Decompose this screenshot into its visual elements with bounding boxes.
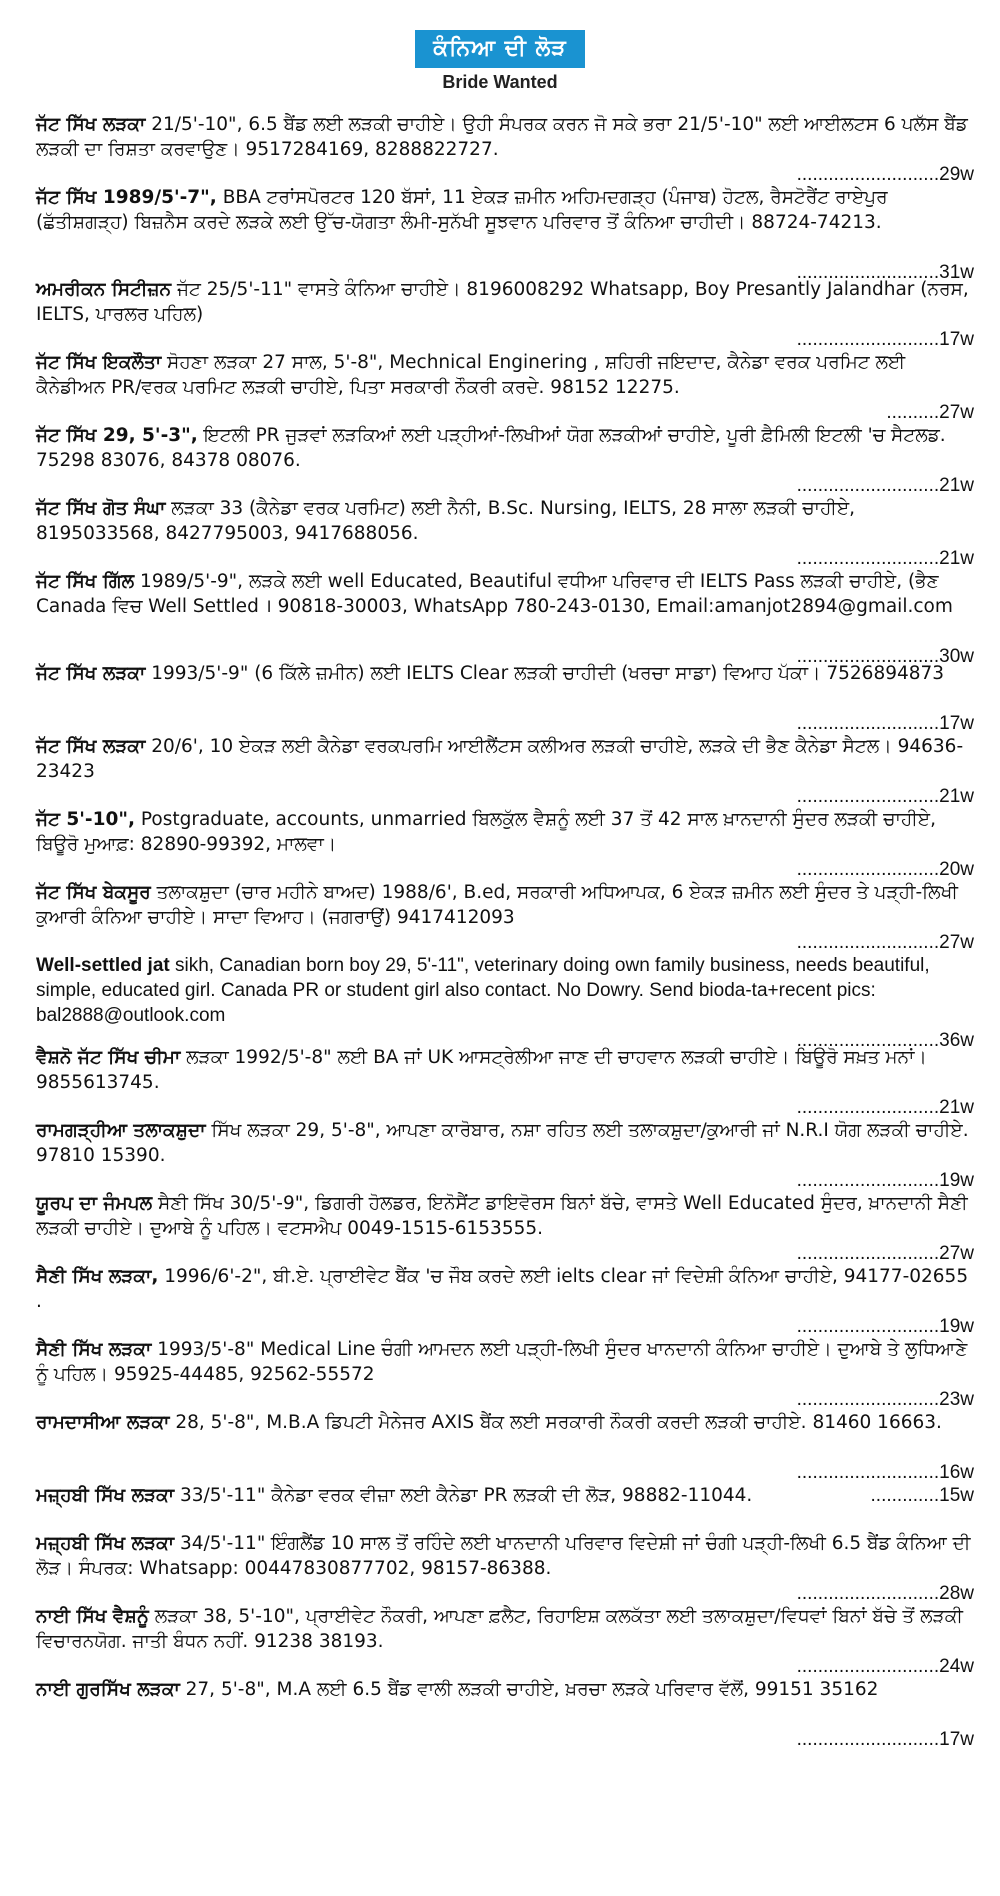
ad-lead: ਜੱਟ ਸਿੱਖ ਲੜਕਾ [36, 736, 146, 757]
ad-body [36, 1118, 974, 1168]
ad-lead: ਜੱਟ ਸਿੱਖ ਲੜਕਾ [36, 663, 146, 684]
ads-list [36, 112, 974, 1750]
ad-body [36, 423, 974, 473]
ad-word-count: ...........................28w [793, 1581, 974, 1606]
ad-text: ਲੜਕਾ 1992/5'-8" ਲਈ BA ਜਾਂ UK ਆਸਟ੍ਰੇਲੀਆ ਜਾਣ ਦੀ ਚਾਹਵਾਨ ਲੜਕੀ ਚਾਹੀਏ। ਬਿਊਰੋ ਸਖ਼ਤ ਮਨਾਂ। 9855613745. [36, 1047, 927, 1093]
ad-word-count: ...........................21w [793, 784, 974, 809]
ad-text: 1996/6'-2", ਬੀ.ਏ. ਪ੍ਰਾਈਵੇਟ ਬੈਂਕ 'ਚ ਜੌਬ ਕਰਦੇ ਲਈ ielts clear ਜਾਂ ਵਿਦੇਸ਼ੀ ਕੰਨਿਆ ਚਾਹੀਏ, 94177-02655 . [36, 1266, 969, 1312]
ad-lead: ਮਜ਼੍ਹਬੀ ਸਿੱਖ ਲੜਕਾ [36, 1533, 175, 1554]
classified-ad [36, 1191, 974, 1264]
ad-lead: ਨਾਈ ਗੁਰਸਿੱਖ ਲੜਕਾ [36, 1679, 180, 1700]
ad-body [36, 1045, 974, 1095]
ad-word-count: ...........................17w [793, 1727, 974, 1752]
ad-text: 34/5'-11" ਇੰਗਲੈਂਡ 10 ਸਾਲ ਤੋਂ ਰਹਿੰਦੇ ਲਈ ਖਾਨਦਾਨੀ ਪਰਿਵਾਰ ਵਿਦੇਸ਼ੀ ਜਾਂ ਚੰਗੀ ਪੜ੍ਹੀ-ਲਿਖੀ 6.5 ਬੈਂਡ ਕੰਨਿਆ ਦੀ ਲੋੜ। ਸੰਪਰਕ: Whatsapp: 00447830877702, 98157-86388. [36, 1533, 971, 1579]
classified-ad [36, 1677, 974, 1750]
ad-word-count: ...........................23w [793, 1387, 974, 1412]
ad-text: 1989/5'-9", ਲੜਕੇ ਲਈ well Educated, Beautiful ਵਧੀਆ ਪਰਿਵਾਰ ਦੀ IELTS Pass ਲੜਕੀ ਚਾਹੀਏ, (ਭੈਣ Canada ਵਿਚ Well Settled । 90818-30003, WhatsApp 780-243-0130, Email:amanjot2894@gmail.com [36, 571, 953, 617]
classified-ad [36, 953, 974, 1051]
ad-body [36, 1677, 974, 1702]
section-header [0, 30, 1000, 93]
ad-word-count: ...........................17w [793, 711, 974, 736]
classified-ad [36, 496, 974, 569]
ad-body [36, 1531, 974, 1581]
ad-word-count: ...........................17w [793, 327, 974, 352]
classified-ad [36, 1410, 974, 1483]
ad-text: ਇਟਲੀ PR ਜੁੜਵਾਂ ਲੜਕਿਆਂ ਲਈ ਪੜ੍ਹੀਆਂ-ਲਿਖੀਆਂ ਯੋਗ ਲੜਕੀਆਂ ਚਾਹੀਏ, ਪੂਰੀ ਫ਼ੈਮਿਲੀ ਇਟਲੀ 'ਚ ਸੈਟਲਡ. 75298 83076, 84378 08076. [36, 425, 946, 471]
ad-text: ਲੜਕਾ 38, 5'-10", ਪ੍ਰਾਈਵੇਟ ਨੌਕਰੀ, ਆਪਣਾ ਫ਼ਲੈਟ, ਰਿਹਾਇਸ਼ ਕਲਕੱਤਾ ਲਈ ਤਲਾਕਸ਼ੁਦਾ/ਵਿਧਵਾਂ ਬਿਨਾਂ ਬੱਚੇ ਤੋਂ ਲੜਕੀ ਵਿਚਾਰਨਯੋਗ. ਜਾਤੀ ਬੰਧਨ ਨਹੀਂ. 91238 38193. [36, 1606, 963, 1652]
ad-text: 21/5'-10", 6.5 ਬੈਂਡ ਲਈ ਲੜਕੀ ਚਾਹੀਏ। ਉਹੀ ਸੰਪਰਕ ਕਰਨ ਜੋ ਸਕੇ ਭਰਾ 21/5'-10" ਲਈ ਆਈਲਟਸ 6 ਪਲੱਸ ਬੈਂਡ ਲੜਕੀ ਦਾ ਰਿਸ਼ਤਾ ਕਰਵਾਉਣ। 9517284169, 8288822727. [36, 114, 968, 160]
ad-text: ਸੋਹਣਾ ਲੜਕਾ 27 ਸਾਲ, 5'-8", Mechnical Enginering , ਸ਼ਹਿਰੀ ਜਇਦਾਦ, ਕੈਨੇਡਾ ਵਰਕ ਪਰਮਿਟ ਲਈ ਕੈਨੇਡੀਅਨ PR/ਵਰਕ ਪਰਮਿਟ ਲੜਕੀ ਚਾਹੀਏ, ਪਿਤਾ ਸਰਕਾਰੀ ਨੌਕਰੀ ਕਰਦੇ. 98152 12275. [36, 352, 906, 398]
ad-lead: ਅਮਰੀਕਨ ਸਿਟੀਜ਼ਨ [36, 279, 172, 300]
ad-text: ਸੈਣੀ ਸਿੱਖ 30/5'-9", ਡਿਗਰੀ ਹੋਲਡਰ, ਇਨੋਸੈਂਟ ਡਾਇਵੋਰਸ ਬਿਨਾਂ ਬੱਚੇ, ਵਾਸਤੇ Well Educated ਸੁੰਦਰ, ਖ਼ਾਨਦਾਨੀ ਸੈਣੀ ਲੜਕੀ ਚਾਹੀਏ। ਦੁਆਬੇ ਨੂੰ ਪਹਿਲ। ਵਟਸਐਪ 0049-1515-6153555. [36, 1193, 968, 1239]
ad-body [36, 1483, 974, 1508]
ad-lead: ਜੱਟ ਸਿੱਖ ਬੇਕਸੂਰ [36, 882, 151, 903]
ad-word-count: ...........................19w [793, 1168, 974, 1193]
ad-word-count: ...........................16w [793, 1460, 974, 1485]
ad-text: 33/5'-11" ਕੈਨੇਡਾ ਵਰਕ ਵੀਜ਼ਾ ਲਈ ਕੈਨੇਡਾ PR ਲੜਕੀ ਦੀ ਲੋੜ, 98882-11044. [174, 1485, 753, 1506]
classified-ad [36, 1118, 974, 1191]
ad-word-count: .............15w [867, 1483, 974, 1508]
classified-ad [36, 661, 974, 734]
classified-ad [36, 350, 974, 423]
ad-text: 1993/5'-9" (6 ਕਿੱਲੇ ਜ਼ਮੀਨ) ਲਈ IELTS Clear ਲੜਕੀ ਚਾਹੀਦੀ (ਖਰਚਾ ਸਾਡਾ) ਵਿਆਹ ਪੱਕਾ। 7526894873 [145, 663, 945, 684]
ad-lead: ਜੱਟ ਸਿੱਖ ਗਿੱਲ [36, 571, 135, 592]
ad-text: sikh, Canadian born boy 29, 5'-11", veterinary doing own family business, needs beautiful, simple, educated girl. Canada PR or student girl also contact. No Dowry. Send bioda-ta+recent pics: bal2888@outlook.com [36, 955, 930, 1026]
ad-body [36, 880, 974, 930]
ad-text: ਤਲਾਕਸ਼ੁਦਾ (ਚਾਰ ਮਹੀਨੇ ਬਾਅਦ) 1988/6', B.ed, ਸਰਕਾਰੀ ਅਧਿਆਪਕ, 6 ਏਕੜ ਜ਼ਮੀਨ ਲਈ ਸੁੰਦਰ ਤੇ ਪੜ੍ਹੀ-ਲਿਖੀ ਕੁਆਰੀ ਕੰਨਿਆ ਚਾਹੀਏ। ਸਾਦਾ ਵਿਆਹ। (ਜਗਰਾਉਂ) 9417412093 [36, 882, 958, 928]
ad-body [36, 112, 974, 162]
ad-text: 27, 5'-8", M.A ਲਈ 6.5 ਬੈਂਡ ਵਾਲੀ ਲੜਕੀ ਚਾਹੀਏ, ਖ਼ਰਚਾ ਲੜਕੇ ਪਰਿਵਾਰ ਵੱਲੋਂ, 99151 35162 [179, 1679, 879, 1700]
ad-lead: ਜੱਟ ਸਿੱਖ 1989/5'-7", [36, 187, 217, 208]
ad-body [36, 350, 974, 400]
ad-body [36, 1191, 974, 1241]
ad-body [36, 953, 974, 1028]
ad-text: BBA ਟਰਾਂਸਪੋਰਟਰ 120 ਬੱਸਾਂ, 11 ਏਕੜ ਜ਼ਮੀਨ ਅਹਿਮਦਗੜ੍ਹ (ਪੰਜਾਬ) ਹੋਟਲ, ਰੈਸਟੋਰੈਂਟ ਰਾਏਪੁਰ (ਛੱਤੀਸ਼ਗੜ੍ਹ) ਬਿਜ਼ਨੈਸ ਕਰਦੇ ਲੜਕੇ ਲਈ ਉੱਚ-ਯੋਗਤਾ ਲੰਮੀ-ਸੁਨੱਖੀ ਸੂਝਵਾਨ ਪਰਿਵਾਰ ਤੋਂ ਕੰਨਿਆ ਚਾਹੀਦੀ। 88724-74213. [36, 187, 888, 233]
section-subtitle: Bride Wanted [442, 72, 558, 92]
classified-ad [36, 1604, 974, 1677]
ad-word-count: ...........................21w [793, 1095, 974, 1120]
ad-body [36, 1264, 974, 1314]
ad-word-count: ...........................21w [793, 546, 974, 571]
ad-lead: ਯੂਰਪ ਦਾ ਜੰਮਪਲ [36, 1193, 153, 1214]
ad-text: 1993/5'-8" Medical Line ਚੰਗੀ ਆਮਦਨ ਲਈ ਪੜ੍ਹੀ-ਲਿਖੀ ਸੁੰਦਰ ਖਾਨਦਾਨੀ ਕੰਨਿਆ ਚਾਹੀਏ। ਦੁਆਬੇ ਤੇ ਲੁਧਿਆਣੇ ਨੂੰ ਪਹਿਲ। 95925-44485, 92562-55572 [36, 1339, 968, 1385]
classified-ad [36, 1045, 974, 1118]
classified-ad [36, 277, 974, 350]
classified-ad [36, 1264, 974, 1337]
ad-word-count: ...........................31w [793, 260, 974, 285]
classified-ad [36, 880, 974, 953]
ad-lead: ਜੱਟ ਸਿੱਖ ਲੜਕਾ [36, 114, 146, 135]
ad-text: ਜੱਟ 25/5'-11" ਵਾਸਤੇ ਕੰਨਿਆ ਚਾਹੀਏ। 8196008292 Whatsapp, Boy Presantly Jalandhar (ਨਰਸ, IELTS, ਪਾਰਲਰ ਪਹਿਲ) [36, 279, 969, 325]
classified-ad [36, 1531, 974, 1604]
section-title-banner: ਕੰਨਿਆ ਦੀ ਲੋੜ [415, 30, 585, 68]
ad-lead: ਰਾਮਗੜ੍ਹੀਆ ਤਲਾਕਸ਼ੁਦਾ [36, 1120, 206, 1141]
ad-body [36, 569, 974, 619]
ad-word-count: ...........................30w [793, 644, 974, 669]
ad-body [36, 1604, 974, 1654]
ad-lead: ਨਾਈ ਸਿੱਖ ਵੈਸ਼ਨੂੰ [36, 1606, 149, 1627]
ad-lead: ਸੈਣੀ ਸਿੱਖ ਲੜਕਾ, [36, 1266, 159, 1287]
ad-word-count: ...........................24w [793, 1654, 974, 1679]
ad-text: ਲੜਕਾ 33 (ਕੈਨੇਡਾ ਵਰਕ ਪਰਮਿਟ) ਲਈ ਨੈਨੀ, B.Sc. Nursing, IELTS, 28 ਸਾਲਾ ਲੜਕੀ ਚਾਹੀਏ, 8195033568, 8427795003, 9417688056. [36, 498, 856, 544]
ad-body [36, 1410, 974, 1435]
ad-text: ਸਿੱਖ ਲੜਕਾ 29, 5'-8", ਆਪਣਾ ਕਾਰੋਬਾਰ, ਨਸ਼ਾ ਰਹਿਤ ਲਈ ਤਲਾਕਸ਼ੁਦਾ/ਕੁਆਰੀ ਜਾਂ N.R.I ਯੋਗ ਲੜਕੀ ਚਾਹੀਏ. 97810 15390. [36, 1120, 969, 1166]
classified-ad [36, 1483, 974, 1531]
classified-ad [36, 185, 974, 283]
ad-lead: ਜੱਟ ਸਿੱਖ ਇਕਲੌਤਾ [36, 352, 162, 373]
ad-word-count: ...........................27w [793, 1241, 974, 1266]
classified-ad [36, 734, 974, 807]
ad-lead: ਮਜ਼੍ਹਬੀ ਸਿੱਖ ਲੜਕਾ [36, 1485, 175, 1506]
classified-ad [36, 112, 974, 185]
classified-ad [36, 1337, 974, 1410]
ad-body [36, 661, 974, 686]
ad-body [36, 1337, 974, 1387]
classified-ad [36, 423, 974, 496]
ad-word-count: ...........................20w [793, 857, 974, 882]
ad-lead: ਵੈਸ਼ਨੋ ਜੱਟ ਸਿੱਖ ਚੀਮਾ [36, 1047, 181, 1068]
classified-ad [36, 807, 974, 880]
ad-lead: ਜੱਟ ਸਿੱਖ ਗੋਤ ਸੰਘਾ [36, 498, 166, 519]
ad-word-count: ...........................27w [793, 930, 974, 955]
ad-body [36, 185, 974, 235]
classified-ad [36, 569, 974, 667]
ad-text: Postgraduate, accounts, unmarried ਬਿਲਕੁੱਲ ਵੈਸ਼ਨੂੰ ਲਈ 37 ਤੋਂ 42 ਸਾਲ ਖ਼ਾਨਦਾਨੀ ਸੁੰਦਰ ਲੜਕੀ ਚਾਹੀਏ, ਬਿਊਰੋ ਮੁਆਫ਼: 82890-99392, ਮਾਲਵਾ। [36, 809, 936, 855]
ad-body [36, 734, 974, 784]
ad-body [36, 807, 974, 857]
ad-lead: Well-settled jat [36, 955, 170, 976]
ad-word-count: ...........................19w [793, 1314, 974, 1339]
ad-word-count: ...........................21w [793, 473, 974, 498]
ad-text: 20/6', 10 ਏਕੜ ਲਈ ਕੈਨੇਡਾ ਵਰਕਪਰਮਿ ਆਈਲੈਂਟਸ ਕਲੀਅਰ ਲੜਕੀ ਚਾਹੀਏ, ਲੜਕੇ ਦੀ ਭੈਣ ਕੈਨੇਡਾ ਸੈਟਲ। 94636-23423 [36, 736, 964, 782]
ad-text: 28, 5'-8", M.B.A ਡਿਪਟੀ ਮੈਨੇਜਰ AXIS ਬੈਂਕ ਲਈ ਸਰਕਾਰੀ ਨੌਕਰੀ ਕਰਦੀ ਲੜਕੀ ਚਾਹੀਏ. 81460 16663. [169, 1412, 942, 1433]
ad-word-count: ..........27w [882, 400, 974, 425]
ad-lead: ਸੈਣੀ ਸਿੱਖ ਲੜਕਾ [36, 1339, 152, 1360]
ad-lead: ਜੱਟ 5'-10", [36, 809, 136, 830]
ad-body [36, 496, 974, 546]
ad-lead: ਜੱਟ ਸਿੱਖ 29, 5'-3", [36, 425, 198, 446]
ad-word-count: ...........................29w [793, 162, 974, 187]
ad-body [36, 277, 974, 327]
ad-word-count: ...........................36w [793, 1028, 974, 1053]
ad-lead: ਰਾਮਦਾਸੀਆ ਲੜਕਾ [36, 1412, 170, 1433]
